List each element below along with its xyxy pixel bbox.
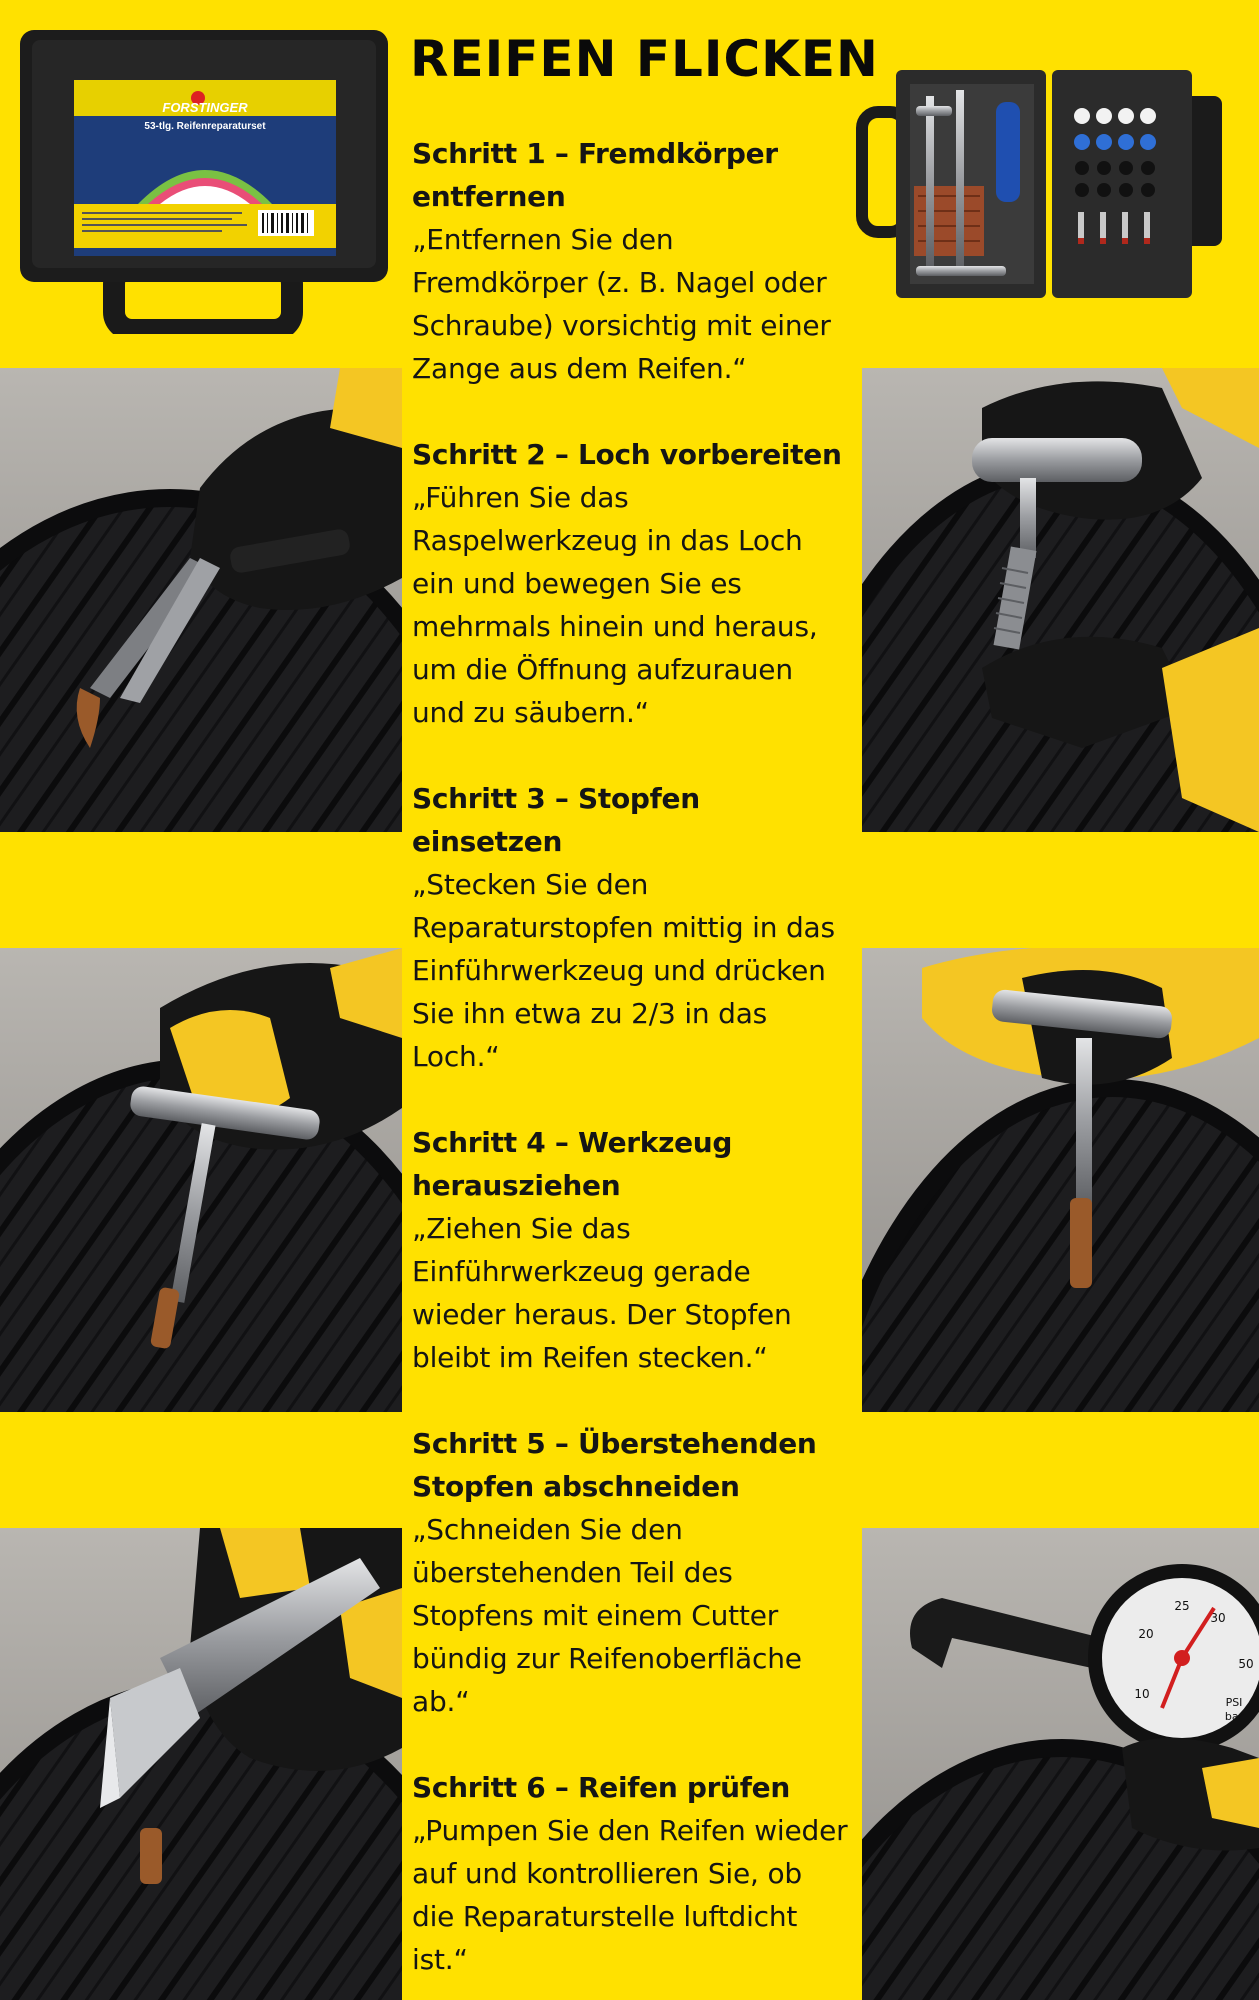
- step-6-title: Schritt 6 – Reifen prüfen: [412, 1771, 790, 1804]
- kit-product-label: 53-tlg. Reifenreparaturset: [144, 121, 266, 132]
- step-3-insertion-tool-photo: [0, 948, 402, 1412]
- open-repair-kit-photo: [856, 66, 1228, 302]
- steps-list: [412, 132, 852, 2000]
- step-6-text: „Pumpen Sie den Reifen wieder auf und kontrollieren Sie, ob die Reparaturstelle luftdicht ist.“: [412, 1814, 848, 1976]
- gauge-label-25: 25: [1174, 1599, 1190, 1613]
- gauge-label-30: 30: [1210, 1611, 1226, 1625]
- step-2-rasp-tool-photo: [862, 368, 1259, 832]
- step-2: [412, 433, 852, 734]
- step-4: [412, 1121, 852, 1379]
- step-1: [412, 132, 852, 390]
- step-1-title: Schritt 1 – Fremdkörper entfernen: [412, 137, 778, 213]
- step-5: [412, 1422, 852, 1723]
- step-5-text: „Schneiden Sie den überstehenden Teil des Stopfens mit einem Cutter bündig zur Reifenoberfläche ab.“: [412, 1513, 802, 1718]
- step-3: [412, 777, 852, 1078]
- step-1-pliers-photo: [0, 368, 402, 832]
- step-5-cutter-photo: [0, 1528, 402, 2000]
- kit-brand-label: FORSTINGER: [162, 100, 248, 115]
- gauge-label-10: 10: [1134, 1687, 1150, 1701]
- step-1-text: „Entfernen Sie den Fremdkörper (z. B. Nagel oder Schraube) vorsichtig mit einer Zange aus dem Reifen.“: [412, 223, 831, 385]
- step-6-pressure-gauge-photo: [862, 1528, 1259, 2000]
- step-6: [412, 1766, 852, 1981]
- page-title: REIFEN FLICKEN: [410, 30, 879, 88]
- gauge-unit-bar: bar: [1224, 1710, 1244, 1723]
- step-2-text: „Führen Sie das Raspelwerkzeug in das Loch ein und bewegen Sie es mehrmals hinein und heraus, um die Öffnung aufzurauen und zu säubern.“: [412, 481, 818, 729]
- step-2-title: Schritt 2 – Loch vorbereiten: [412, 438, 842, 471]
- step-3-title: Schritt 3 – Stopfen einsetzen: [412, 782, 700, 858]
- repair-kit-case-photo: [18, 26, 390, 334]
- step-4-title: Schritt 4 – Werkzeug herausziehen: [412, 1126, 733, 1202]
- gauge-unit-psi: PSI: [1225, 1696, 1243, 1709]
- step-4-pull-tool-photo: [862, 948, 1259, 1412]
- gauge-label-50: 50: [1238, 1657, 1254, 1671]
- step-4-text: „Ziehen Sie das Einführwerkzeug gerade wieder heraus. Der Stopfen bleibt im Reifen stecken.“: [412, 1212, 792, 1374]
- step-3-text: „Stecken Sie den Reparaturstopfen mittig in das Einführwerkzeug und drücken Sie ihn etwa zu 2/3 in das Loch.“: [412, 868, 835, 1073]
- step-5-title: Schritt 5 – Überstehenden Stopfen abschneiden: [412, 1427, 817, 1503]
- gauge-label-20: 20: [1138, 1627, 1154, 1641]
